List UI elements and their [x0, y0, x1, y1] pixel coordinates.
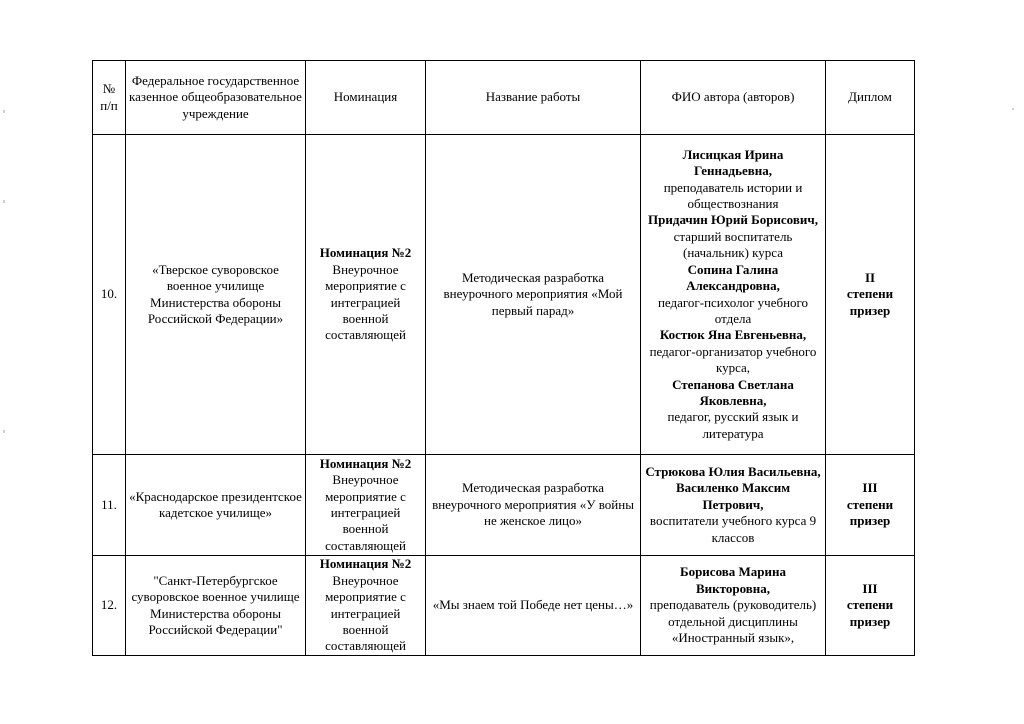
row-number: 12.: [93, 556, 126, 656]
nomination-title: Номинация №2: [319, 556, 412, 572]
table-row: [93, 135, 915, 455]
row-number: 11.: [93, 455, 126, 556]
author-role: воспитатели учебного курса 9 классов: [649, 513, 817, 545]
diploma-word: степени: [846, 286, 894, 302]
diploma-status: призер: [849, 513, 891, 529]
diploma-cell: [826, 556, 915, 656]
nomination-title: Номинация №2: [319, 245, 412, 261]
header-diploma: Диплом: [826, 61, 915, 135]
header-num: № п/п: [93, 61, 126, 135]
nomination-cell: [306, 556, 426, 656]
work-title-cell: Методическая разработка внеурочного мероприятия «Мой первый парад»: [426, 135, 641, 455]
diploma-word: степени: [846, 496, 894, 512]
header-work-title: Название работы: [426, 61, 641, 135]
work-title-cell: Методическая разработка внеурочного мероприятия «У войны не женское лицо»: [426, 455, 641, 556]
diploma-status: призер: [849, 302, 891, 318]
author-role: старший воспитатель (начальник) курса: [673, 228, 793, 261]
header-nomination: Номинация: [306, 61, 426, 135]
institution-cell: «Краснодарское президентское кадетское училище»: [126, 455, 306, 556]
diploma-cell: [826, 455, 915, 556]
scan-artifact: [1012, 108, 1014, 110]
diploma-degree: II: [864, 269, 876, 285]
authors-cell: [641, 135, 826, 455]
work-title-cell: «Мы знаем той Победе нет цены…»: [426, 556, 641, 656]
author-name: Стрюкова Юлия Васильевна,: [645, 463, 821, 479]
institution-cell: "Санкт-Петербургское суворовское военное училище Министерства обороны Российской Федерации": [126, 556, 306, 656]
awards-table: [92, 60, 915, 656]
institution-cell: «Тверское суворовское военное училище Министерства обороны Российской Федерации»: [126, 135, 306, 455]
diploma-degree: III: [862, 480, 878, 496]
author-role: преподаватель истории и обществознания: [663, 179, 803, 212]
nomination-text: Внеурочное мероприятие с интеграцией военной составляющей: [325, 472, 406, 553]
author-name: Лисицкая Ирина Геннадьевна,: [682, 146, 784, 179]
author-role: педагог-организатор учебного курса,: [649, 343, 817, 376]
header-authors: ФИО автора (авторов): [641, 61, 826, 135]
header-row: [93, 61, 915, 135]
diploma-word: степени: [846, 597, 894, 613]
author-role: педагог-психолог учебного отдела: [657, 294, 809, 326]
author-role: преподаватель (руководитель) отдельной дисциплины «Иностранный язык»,: [649, 597, 817, 646]
diploma-cell: [826, 135, 915, 455]
nomination-cell: [306, 135, 426, 455]
diploma-status: призер: [849, 613, 891, 629]
row-number: 10.: [93, 135, 126, 455]
nomination-cell: [306, 455, 426, 556]
authors-cell: [641, 556, 826, 656]
author-name: Придачин Юрий Борисович,: [648, 212, 818, 228]
nomination-text: Внеурочное мероприятие с интеграцией военной составляющей: [325, 572, 406, 654]
author-name: Борисова Марина Викторовна,: [679, 564, 786, 596]
author-name: Костюк Яна Евгеньевна,: [659, 327, 807, 343]
author-name: Степанова Светлана Яковлевна,: [672, 376, 794, 408]
author-role: педагог, русский язык и литература: [667, 409, 799, 441]
author-name: Василенко Максим Петрович,: [675, 480, 791, 512]
header-institution: Федеральное государственное казенное общеобразовательное учреждение: [126, 61, 306, 135]
nomination-text: Внеурочное мероприятие с интеграцией военной составляющей: [325, 261, 406, 343]
table-row: [93, 455, 915, 556]
authors-cell: [641, 455, 826, 556]
scan-artifact: [3, 200, 5, 203]
nomination-title: Номинация №2: [319, 455, 412, 471]
diploma-degree: III: [862, 580, 878, 596]
scan-artifact: [3, 110, 5, 113]
table-row: [93, 556, 915, 656]
scan-artifact: [3, 430, 5, 433]
author-name: Сопина Галина Александровна,: [686, 261, 780, 294]
